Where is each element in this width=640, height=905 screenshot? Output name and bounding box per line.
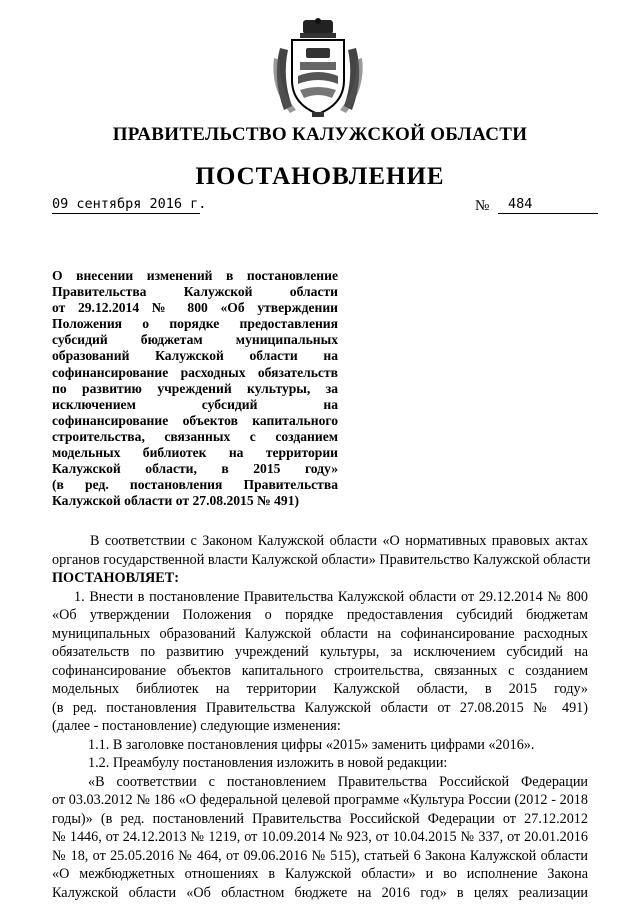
body-line: «В соответствии с постановлением Правительства Российской Федерации bbox=[88, 773, 588, 790]
body-line-resolves: ПОСТАНОВЛЯЕТ: bbox=[52, 570, 179, 586]
body-line: № 18, от 25.05.2016 № 464, от 09.06.2016 № 515), статьей 6 Закона Калужской области bbox=[52, 847, 588, 864]
subject-line: модельных библиотек на территории bbox=[52, 445, 338, 461]
subject-line: Положения о порядке предоставления bbox=[52, 316, 338, 332]
body-line: «Об утверждении Положения о порядке предоставления субсидий бюджетам bbox=[52, 607, 588, 623]
document-body bbox=[52, 532, 591, 902]
subject-line: исключением субсидий на bbox=[52, 396, 338, 412]
document-number: 484 bbox=[498, 196, 598, 214]
body-line: от 03.03.2012 № 186 «О федеральной целевой программе «Культура России (2012 - 2018 bbox=[52, 792, 588, 808]
subject-line: Калужской области от 27.08.2015 № 491) bbox=[52, 493, 300, 509]
subject-line: софинансирование объектов капитального bbox=[52, 412, 338, 428]
body-line: 1.1. В заголовке постановления цифры «2015» заменить цифрами «2016». bbox=[88, 736, 535, 753]
body-line: (в ред. постановления Правительства Калужской области от 27.08.2015 № 491) bbox=[52, 699, 588, 716]
body-line: В соответствии с Законом Калужской области «О нормативных правовых актах bbox=[90, 533, 588, 549]
subject-line: по развитию учреждений культуры, за bbox=[52, 380, 338, 396]
subject-line: от 29.12.2014 № 800 «Об утверждении bbox=[52, 300, 338, 316]
document-type: ПОСТАНОВЛЕНИЕ bbox=[195, 163, 445, 190]
subject-line: Правительства Калужской области bbox=[52, 284, 338, 300]
subject-line: софинансирование расходных обязательств bbox=[52, 364, 338, 380]
government-title: ПРАВИТЕЛЬСТВО КАЛУЖСКОЙ ОБЛАСТИ bbox=[112, 124, 528, 145]
document-subject bbox=[52, 268, 338, 509]
subject-line: О внесении изменений в постановление bbox=[52, 268, 338, 283]
body-line: 1. Внести в постановление Правительства Калужской области от 29.12.2014 № 800 bbox=[74, 588, 588, 605]
subject-line: строительства, связанных с созданием bbox=[52, 428, 338, 444]
body-line: № 1446, от 24.12.2013 № 1219, от 10.09.2014 № 923, от 10.04.2015 № 337, от 20.01.2016 bbox=[52, 829, 588, 845]
subject-line: (в ред. постановления Правительства bbox=[52, 477, 338, 493]
number-sign: № bbox=[475, 198, 490, 214]
body-line: «О межбюджетных отношениях в Калужской области» и во исполнение Закона bbox=[52, 866, 588, 882]
kaluga-coat-of-arms-icon bbox=[270, 18, 366, 118]
body-line: 1.2. Преамбулу постановления изложить в новой редакции: bbox=[88, 755, 448, 771]
subject-line: образований Калужской области на bbox=[52, 348, 338, 364]
subject-line: Калужской области, в 2015 году» bbox=[52, 461, 338, 477]
body-line: (далее - постановление) следующие изменения: bbox=[52, 718, 341, 734]
body-line: органов государственной власти Калужской области» Правительство Калужской области bbox=[52, 551, 591, 568]
body-line: модельных библиотек на территории Калужской области, в 2015 году» bbox=[52, 681, 588, 697]
body-line: годы)» (в ред. постановлений Правительства Российской Федерации от 27.12.2012 bbox=[52, 810, 588, 827]
document-date: 09 сентября 2016 г. bbox=[52, 196, 207, 212]
body-line: софинансирование объектов капитального строительства, связанных с созданием bbox=[52, 662, 588, 679]
body-line: муниципальных образований Калужской области на софинансирование расходных bbox=[52, 625, 588, 642]
body-line: Калужской области «Об областном бюджете на 2016 год» в целях реализации bbox=[52, 884, 588, 901]
body-line: обязательств по развитию учреждений культуры, за исключением субсидий на bbox=[52, 644, 588, 660]
subject-line: субсидий бюджетам муниципальных bbox=[52, 332, 338, 348]
